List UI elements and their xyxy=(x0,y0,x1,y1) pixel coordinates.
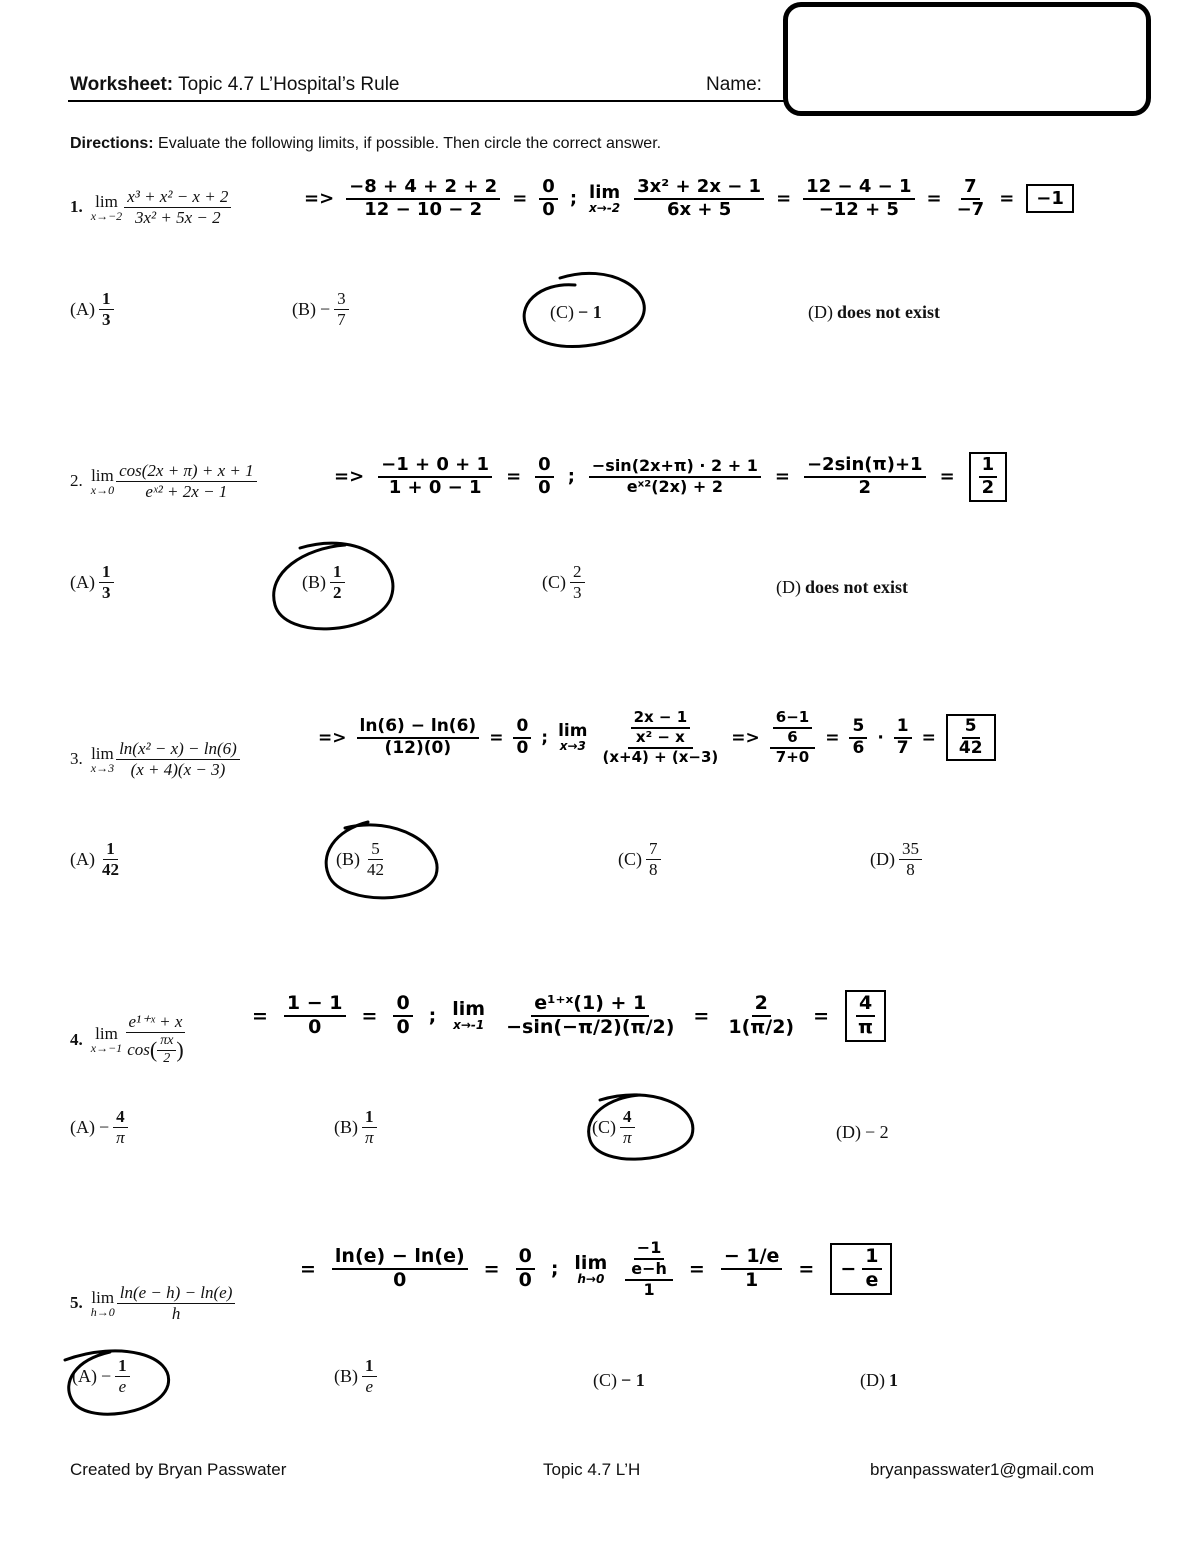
directions xyxy=(70,135,661,153)
problem-1 xyxy=(70,188,231,227)
work-5: = $\frac{\ln(e) - \ln(e)}{0}$ = $\frac{0}{0}$ ; lim h→0 $\frac{\frac{-1}{e-h}}{1}$ = $\frac{- 1/e}{1}$ = − $\frac{1}{e}$ xyxy=(300,1240,892,1298)
choice-3b[interactable]: (B) $\frac{5}{42}$ xyxy=(336,839,384,879)
choice-2a[interactable]: (A) $\frac{1}{3}$ xyxy=(70,563,114,602)
choice-1b[interactable]: (B) − $\frac{3}{7}$ xyxy=(292,290,349,329)
problem-expression: $\frac{\text{ln(x² − x) − ln(6)}}{(x + 4)(x - 3)}$ xyxy=(116,740,240,779)
problem-number: 2. xyxy=(70,471,83,491)
work-answer-box: $\frac{4}{\pi}$ xyxy=(845,990,886,1042)
work-derivative: $\frac{\text{e¹⁺ˣ(1) + 1}}{-\sin(-\pi/2)(\pi/2)}$ xyxy=(506,992,675,1038)
problem-number: 5. xyxy=(70,1293,83,1313)
choice-3c[interactable]: (C) $\frac{7}{8}$ xyxy=(618,840,661,879)
work-reduce: $\frac{7}{-7}$ xyxy=(956,176,985,220)
work-lim: lim x→-2 xyxy=(589,181,621,215)
footer-topic: Topic 4.7 L’H xyxy=(543,1460,641,1479)
work-step-substitute: $\frac{-8 + 4 + 2 + 2}{12 - 10 - 2}$ xyxy=(346,178,500,220)
work-evaluate: $\frac{-2\sin(\pi)+1}{2}$ xyxy=(804,456,926,498)
choice-5a[interactable]: (A) − $\frac{1}{e}$ xyxy=(72,1357,130,1396)
work-indeterminate: $\frac{0}{0}$ xyxy=(513,718,531,758)
choice-5b[interactable]: (B) $\frac{1}{e}$ xyxy=(334,1357,377,1396)
work-3: => $\frac{\ln(6) - \ln(6)}{(12)(0)}$ = $\frac{0}{0}$ ; lim x→3 $\frac{\frac{2x - 1}{\text{x² − x}}}{(x+4) + (x-3)}$ => $\frac{\frac{6-1}{6}}{7+0}$ = $\frac{5}{6}$ · $\frac{1}{7}$ = $\frac{5}{42}$ xyxy=(318,710,996,765)
work-indeterminate: $\frac{0}{0}$ xyxy=(535,456,554,498)
problem-2 xyxy=(70,462,257,501)
work-2: => $\frac{-1 + 0 + 1}{1 + 0 - 1}$ = $\frac{0}{0}$ ; $\frac{-\sin(2x+\pi) \cdot 2 + 1}{\text{eˣ²(2x) + 2}}$ = $\frac{-2\sin(\pi)+1}{2}$ = $\frac{1}{2}$ xyxy=(334,452,1007,502)
problem-3 xyxy=(70,740,240,779)
work-derivative: $\frac{\frac{2x - 1}{\text{x² − x}}}{(x+4) + (x-3)}$ xyxy=(602,708,719,766)
choice-4a[interactable]: (A) − $\frac{4}{\pi}$ xyxy=(70,1108,128,1147)
name-box[interactable] xyxy=(783,2,1151,116)
choice-4d[interactable]: (D) − 2 xyxy=(836,1122,889,1142)
choice-1a[interactable]: (A) $\frac{1}{3}$ xyxy=(70,290,114,329)
limit-operator: lim x→−2 xyxy=(90,191,123,223)
choice-2b[interactable]: (B) $\frac{1}{2}$ xyxy=(302,563,345,602)
choice-1d[interactable]: (D) does not exist xyxy=(808,302,940,322)
work-1: => $\frac{-8 + 4 + 2 + 2}{12 - 10 - 2}$ = $\frac{0}{0}$ ; lim x→-2 $\frac{\text{3x² + 2x − 1}}{6x + 5}$ = $\frac{12 - 4 - 1}{-12 + 5}$ = $\frac{7}{-7}$ = −1 xyxy=(304,178,1074,220)
header-rule xyxy=(68,100,786,102)
work-lim: lim h→0 xyxy=(574,1251,608,1286)
work-answer-box: −1 xyxy=(1026,184,1074,213)
choice-2d[interactable]: (D) does not exist xyxy=(776,577,908,597)
choice-2c[interactable]: (C) $\frac{2}{3}$ xyxy=(542,563,585,602)
work-evaluate: $\frac{- 1/e}{1}$ xyxy=(721,1247,783,1291)
work-lim: lim x→-1 xyxy=(452,998,486,1033)
worksheet-topic: Topic 4.7 L’Hospital’s Rule xyxy=(178,74,400,95)
directions-text: Evaluate the following limits, if possible. Then circle the correct answer. xyxy=(158,135,662,152)
choice-5c[interactable]: (C) − 1 xyxy=(593,1370,645,1390)
problem-4 xyxy=(70,1013,187,1066)
choice-4c[interactable]: (C) $\frac{4}{\pi}$ xyxy=(592,1108,635,1147)
choice-5d[interactable]: (D) 1 xyxy=(860,1370,898,1390)
problem-expression: $\frac{\text{x³ + x² − x + 2}}{\text{3x² + 5x − 2}}$ xyxy=(124,188,231,227)
work-4: = $\frac{1 - 1}{0}$ = $\frac{0}{0}$ ; lim x→-1 $\frac{\text{e¹⁺ˣ(1) + 1}}{-\sin(-\pi/2)(\pi/2)}$ = $\frac{2}{1(\pi/2)}$ = $\frac{4}{\pi}$ xyxy=(252,990,886,1042)
problem-expression: $\frac{\ln(e - h) - \ln(e)}{h}$ xyxy=(117,1284,236,1323)
work-step-substitute: $\frac{\ln(e) - \ln(e)}{0}$ xyxy=(332,1247,468,1291)
work-step-substitute: $\frac{1 - 1}{0}$ xyxy=(284,994,346,1038)
work-indeterminate: $\frac{0}{0}$ xyxy=(539,178,558,220)
limit-operator: lim h→0 xyxy=(90,1287,115,1319)
limit-operator: lim x→−1 xyxy=(90,1024,123,1056)
work-step-substitute: $\frac{-1 + 0 + 1}{1 + 0 - 1}$ xyxy=(378,456,492,498)
work-answer-box: − $\frac{1}{e}$ xyxy=(830,1243,891,1295)
choice-3a[interactable]: (A) $\frac{1}{42}$ xyxy=(70,839,119,879)
limit-operator: lim x→0 xyxy=(90,465,115,497)
directions-label: Directions: xyxy=(70,135,154,152)
work-indeterminate: $\frac{0}{0}$ xyxy=(393,994,412,1038)
problem-5 xyxy=(70,1284,235,1323)
footer-email[interactable]: bryanpasswater1@gmail.com xyxy=(870,1460,1095,1479)
worksheet-label: Worksheet: xyxy=(70,74,174,95)
work-step-substitute: $\frac{\ln(6) - \ln(6)}{(12)(0)}$ xyxy=(357,718,480,758)
problem-expression: $\frac{\cos(2x + \pi) + x + 1}{\text{eˣ² + 2x − 1}}$ xyxy=(116,462,257,501)
work-answer-box: $\frac{5}{42}$ xyxy=(946,714,996,762)
name-label: Name: xyxy=(706,74,762,95)
work-evaluate: $\frac{2}{1(\pi/2)}$ xyxy=(728,992,795,1038)
footer-author: Created by Bryan Passwater xyxy=(70,1460,287,1479)
work-evaluate: $\frac{\frac{6-1}{6}}{7+0}$ xyxy=(770,710,815,765)
worksheet-header xyxy=(70,74,400,96)
choice-4b[interactable]: (B) $\frac{1}{\pi}$ xyxy=(334,1108,377,1147)
work-evaluate: $\frac{12 - 4 - 1}{-12 + 5}$ xyxy=(803,178,914,220)
problem-number: 1. xyxy=(70,197,83,217)
work-answer-box: $\frac{1}{2}$ xyxy=(969,452,1008,502)
work-derivative: $\frac{\frac{-1}{e-h}}{1}$ xyxy=(625,1240,673,1298)
work-derivative: $\frac{-\sin(2x+\pi) \cdot 2 + 1}{\text{eˣ²(2x) + 2}}$ xyxy=(589,458,761,496)
work-indeterminate: $\frac{0}{0}$ xyxy=(516,1247,535,1291)
choice-3d[interactable]: (D) $\frac{35}{8}$ xyxy=(870,840,922,879)
problem-expression: e¹⁺ˣ + x cos ( $\frac{\pi x}{2}$ ) xyxy=(127,1012,184,1066)
limit-operator: lim x→3 xyxy=(90,743,115,775)
work-derivative: $\frac{\text{3x² + 2x − 1}}{6x + 5}$ xyxy=(634,178,764,220)
work-lim: lim x→3 xyxy=(558,721,588,754)
problem-number: 4. xyxy=(70,1029,83,1049)
problem-number: 3. xyxy=(70,749,83,769)
choice-1c[interactable]: (C) − 1 xyxy=(550,302,602,322)
